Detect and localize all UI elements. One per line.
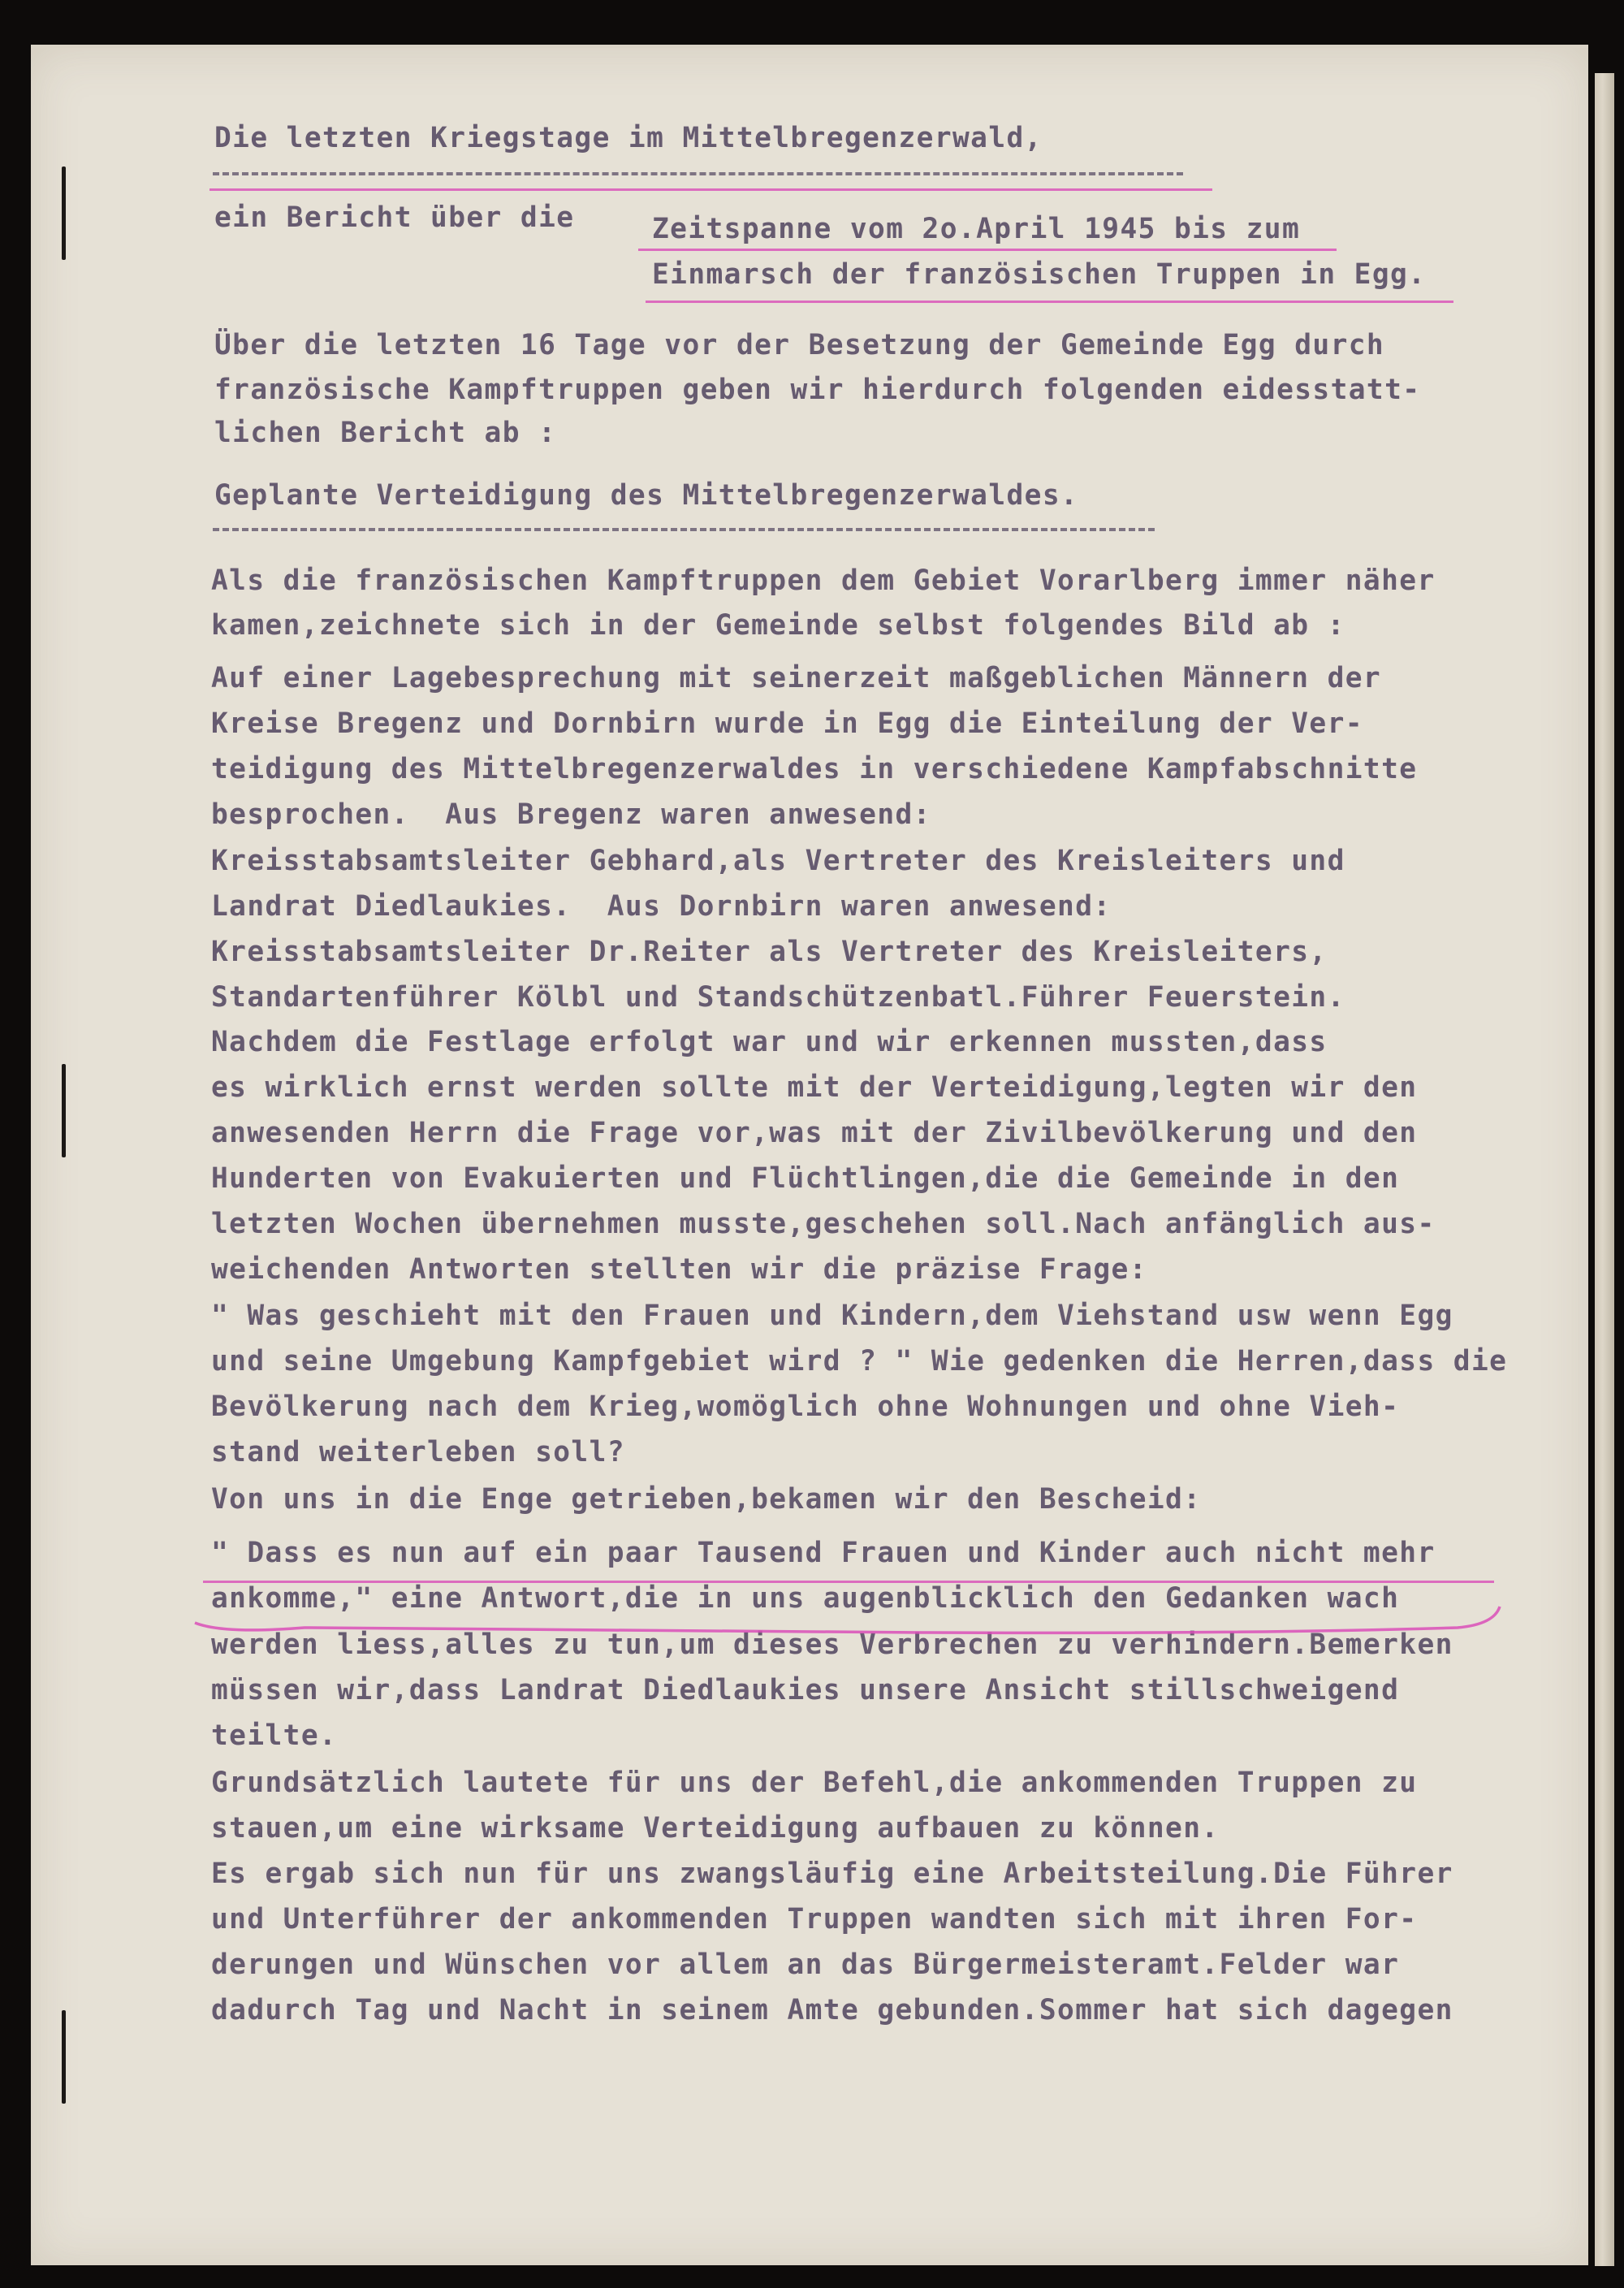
- subtitle-mark-1: [638, 249, 1337, 251]
- body-line: weichenden Antworten stellten wir die präzise Frage:: [211, 1253, 1147, 1286]
- subtitle-mark-2: [646, 301, 1453, 303]
- body-line: Bevölkerung nach dem Krieg,womöglich ohne Wohnungen und ohne Vieh-: [211, 1391, 1400, 1423]
- body-line: Auf einer Lagebesprechung mit seinerzeit maßgeblichen Männern der: [211, 662, 1382, 694]
- body-line: und Unterführer der ankommenden Truppen wandten sich mit ihren For-: [211, 1903, 1418, 1936]
- binding-staple: [62, 167, 66, 260]
- title-highlight-mark: [209, 188, 1212, 191]
- body-line: stand weiterleben soll?: [211, 1436, 625, 1468]
- body-line: teilte.: [211, 1719, 338, 1752]
- body-line: Von uns in die Enge getrieben,bekamen wir den Bescheid:: [211, 1483, 1202, 1516]
- body-line: dadurch Tag und Nacht in seinem Amte gebunden.Sommer hat sich dagegen: [211, 1994, 1453, 2026]
- body-line: teidigung des Mittelbregenzerwaldes in verschiedene Kampfabschnitte: [211, 753, 1418, 785]
- quote-highlight-mark: [203, 1581, 1494, 1583]
- body-line: ankomme," eine Antwort,die in uns augenblicklich den Gedanken wach: [211, 1582, 1400, 1615]
- body-line: Grundsätzlich lautete für uns der Befehl,die ankommenden Truppen zu: [211, 1767, 1418, 1799]
- body-line: derungen und Wünschen vor allem an das Bürgermeisteramt.Felder war: [211, 1948, 1400, 1981]
- intro-line: französische Kampftruppen geben wir hierdurch folgenden eidesstatt-: [214, 374, 1421, 406]
- body-line: besprochen. Aus Bregenz waren anwesend:: [211, 798, 931, 831]
- subtitle-right-line-1: Zeitspanne vom 2o.April 1945 bis zum: [652, 213, 1301, 245]
- subtitle-right-line-2: Einmarsch der französischen Truppen in Egg.: [652, 258, 1427, 291]
- body-line: und seine Umgebung Kampfgebiet wird ? " Wie gedenken die Herren,dass die: [211, 1345, 1508, 1378]
- body-line: " Was geschieht mit den Frauen und Kindern,dem Viehstand usw wenn Egg: [211, 1300, 1453, 1332]
- body-line: Als die französischen Kampftruppen dem Gebiet Vorarlberg immer näher: [211, 564, 1436, 597]
- body-line: Landrat Diedlaukies. Aus Dornbirn waren anwesend:: [211, 890, 1112, 923]
- section-heading: Geplante Verteidigung des Mittelbregenzerwaldes.: [214, 479, 1079, 512]
- body-line: müssen wir,dass Landrat Diedlaukies unsere Ansicht stillschweigend: [211, 1674, 1400, 1706]
- body-line: es wirklich ernst werden sollte mit der Verteidigung,legten wir den: [211, 1071, 1418, 1104]
- body-line: letzten Wochen übernehmen musste,geschehen soll.Nach anfänglich aus-: [211, 1208, 1436, 1240]
- body-line: anwesenden Herrn die Frage vor,was mit der Zivilbevölkerung und den: [211, 1117, 1418, 1149]
- body-line: Es ergab sich nun für uns zwangsläufig eine Arbeitsteilung.Die Führer: [211, 1858, 1453, 1890]
- binding-staple: [62, 1064, 66, 1157]
- body-line: Hunderten von Evakuierten und Flüchtlingen,die die Gemeinde in den: [211, 1162, 1400, 1195]
- body-line: Kreisstabsamtsleiter Gebhard,als Vertreter des Kreisleiters und: [211, 845, 1345, 877]
- quote-underline-curve: [191, 1592, 1506, 1641]
- intro-line: Über die letzten 16 Tage vor der Besetzung der Gemeinde Egg durch: [214, 329, 1385, 361]
- body-line: Nachdem die Festlage erfolgt war und wir erkennen mussten,dass: [211, 1026, 1328, 1058]
- document-title: Die letzten Kriegstage im Mittelbregenzerwald,: [214, 122, 1043, 154]
- body-line: Kreisstabsamtsleiter Dr.Reiter als Vertreter des Kreisleiters,: [211, 936, 1328, 968]
- body-line: " Dass es nun auf ein paar Tausend Frauen und Kinder auch nicht mehr: [211, 1537, 1436, 1569]
- title-underline: [213, 172, 1183, 175]
- subtitle-left: ein Bericht über die: [214, 201, 575, 234]
- intro-line: lichen Bericht ab :: [214, 417, 557, 449]
- body-line: kamen,zeichnete sich in der Gemeinde selbst folgendes Bild ab :: [211, 609, 1345, 642]
- binding-staple: [62, 2010, 66, 2104]
- page-stack-edge: [1595, 73, 1614, 2266]
- body-line: werden liess,alles zu tun,um dieses Verbrechen zu verhindern.Bemerken: [211, 1628, 1453, 1661]
- body-line: Kreise Bregenz und Dornbirn wurde in Egg die Einteilung der Ver-: [211, 707, 1363, 740]
- body-line: stauen,um eine wirksame Verteidigung aufbauen zu können.: [211, 1812, 1220, 1845]
- body-line: Standartenführer Kölbl und Standschützenbatl.Führer Feuerstein.: [211, 981, 1345, 1014]
- section-heading-underline: [213, 528, 1155, 531]
